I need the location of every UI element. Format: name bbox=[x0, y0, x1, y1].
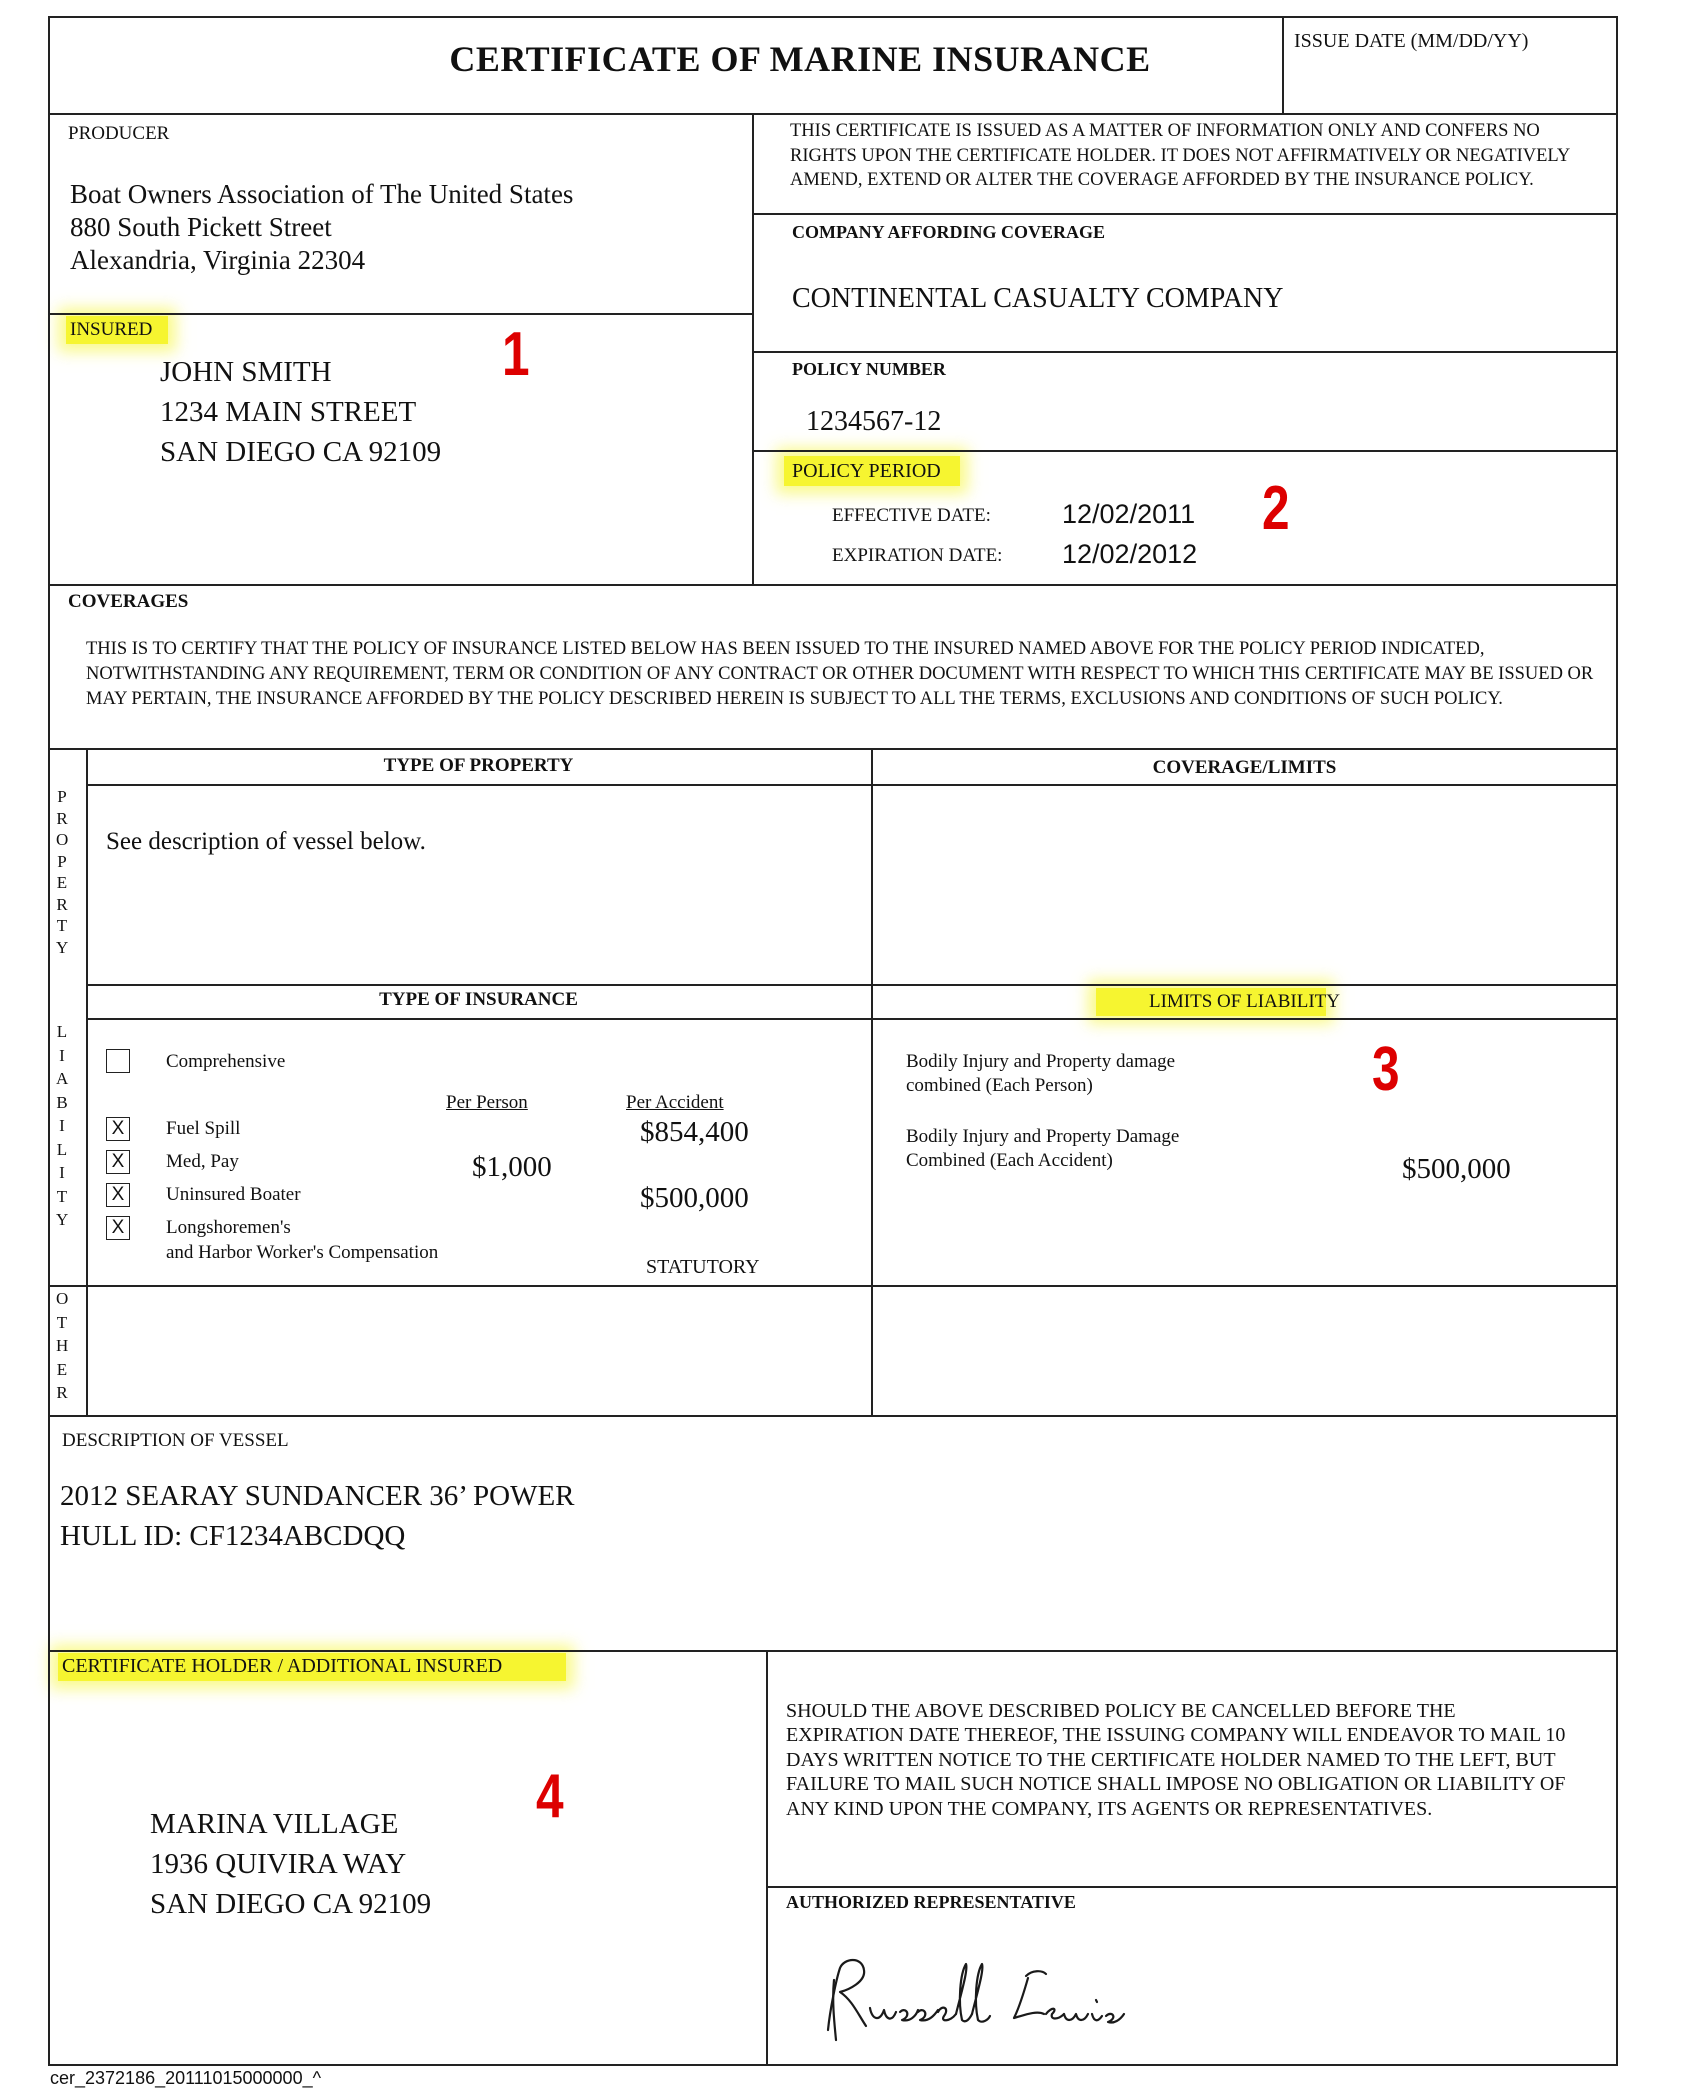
checkbox-fuel-spill[interactable]: X bbox=[106, 1117, 130, 1141]
authorized-representative-label: AUTHORIZED REPRESENTATIVE bbox=[786, 1892, 1076, 1912]
effective-date-label: EFFECTIVE DATE: bbox=[832, 505, 991, 526]
insured-label: INSURED bbox=[70, 319, 153, 340]
item-med-pay: Med, Pay bbox=[166, 1151, 239, 1172]
footer-document-code: cer_2372186_20111015000000_^ bbox=[50, 2068, 322, 2088]
other-side-label bbox=[52, 1287, 72, 1405]
marker-4: 4 bbox=[536, 1762, 564, 1831]
fuel-spill-per-accident: $854,400 bbox=[640, 1116, 749, 1148]
issue-date-label: ISSUE DATE (MM/DD/YY) bbox=[1294, 30, 1529, 52]
marker-1: 1 bbox=[502, 320, 530, 389]
limits-of-liability-header: LIMITS OF LIABILITY bbox=[1148, 991, 1341, 1012]
checkbox-comprehensive[interactable] bbox=[106, 1049, 130, 1073]
limit-each-accident-line2: Combined (Each Accident) bbox=[906, 1150, 1113, 1171]
coverages-label: COVERAGES bbox=[68, 591, 189, 612]
property-side-label bbox=[52, 786, 72, 958]
holder-line: 1936 QUIVIRA WAY bbox=[150, 1848, 407, 1880]
certificate-title: CERTIFICATE OF MARINE INSURANCE bbox=[449, 39, 1151, 79]
producer-label: PRODUCER bbox=[68, 123, 170, 144]
policy-number: 1234567-12 bbox=[806, 406, 942, 437]
signature bbox=[800, 1930, 1160, 2060]
marker-2: 2 bbox=[1262, 474, 1290, 543]
liability-side-label bbox=[52, 1020, 72, 1232]
producer-line: 880 South Pickett Street bbox=[70, 212, 332, 242]
checkbox-uninsured-boater[interactable]: X bbox=[106, 1183, 130, 1207]
statutory-text: STATUTORY bbox=[646, 1256, 760, 1278]
checkbox-med-pay[interactable]: X bbox=[106, 1150, 130, 1174]
cancellation-notice: SHOULD THE ABOVE DESCRIBED POLICY BE CANCELLED BEFORE THE EXPIRATION DATE THEREOF, THE ISSUING COMPANY WILL ENDEAVOR TO MAIL 10 DAYS WRITTEN NOTICE TO THE CERTIFICATE HOLDER NAMED TO THE LEFT, BUT FAILURE TO MAIL SUCH NOTICE SHALL IMPOSE NO OBLIGATION OR LIABILITY OF ANY KIND UPON THE COMPANY, ITS AGENTS OR REPRESENTATIVES. bbox=[786, 1700, 1566, 1820]
vessel-line: HULL ID: CF1234ABCDQQ bbox=[60, 1520, 406, 1552]
other-side-text: OTHER bbox=[56, 1289, 69, 1402]
coverages-text: THIS IS TO CERTIFY THAT THE POLICY OF INSURANCE LISTED BELOW HAS BEEN ISSUED TO THE INSURED NAMED ABOVE FOR THE POLICY PERIOD INDICATED, NOTWITHSTANDING ANY REQUIREMENT, TERM OR CONDITION OF ANY CONTRACT OR OTHER DOCUMENT WITH RESPECT TO WHICH THIS CERTIFICATE MAY BE ISSUED OR MAY PERTAIN, THE INSURANCE AFFORDED BY THE POLICY DESCRIBED HEREIN IS SUBJECT TO ALL THE TERMS, EXCLUSIONS AND CONDITIONS OF SUCH POLICY. bbox=[86, 639, 1594, 709]
insured-line: 1234 MAIN STREET bbox=[160, 396, 417, 428]
item-fuel-spill: Fuel Spill bbox=[166, 1118, 241, 1139]
property-description: See description of vessel below. bbox=[106, 828, 426, 855]
vessel-label: DESCRIPTION OF VESSEL bbox=[62, 1430, 289, 1451]
company-label: COMPANY AFFORDING COVERAGE bbox=[792, 222, 1105, 242]
vessel-line: 2012 SEARAY SUNDANCER 36’ POWER bbox=[60, 1480, 575, 1512]
type-of-property-header: TYPE OF PROPERTY bbox=[383, 755, 574, 776]
item-comprehensive: Comprehensive bbox=[166, 1051, 286, 1072]
insured-line: JOHN SMITH bbox=[160, 356, 332, 388]
property-side-text: PROPERTY bbox=[56, 787, 69, 957]
producer-line: Boat Owners Association of The United States bbox=[70, 179, 574, 209]
effective-date: 12/02/2011 bbox=[1062, 499, 1196, 529]
holder-line: MARINA VILLAGE bbox=[150, 1808, 399, 1840]
expiration-date-label: EXPIRATION DATE: bbox=[832, 545, 1003, 566]
limit-each-accident-line1: Bodily Injury and Property Damage bbox=[906, 1126, 1180, 1147]
item-longshoremen: Longshoremen's bbox=[166, 1217, 291, 1238]
per-person-label: Per Person bbox=[446, 1092, 528, 1113]
per-accident-label: Per Accident bbox=[626, 1092, 724, 1113]
coverage-limits-header: COVERAGE/LIMITS bbox=[1152, 757, 1337, 778]
certificate-holder-address bbox=[150, 1804, 431, 1924]
certificate-holder-label: CERTIFICATE HOLDER / ADDITIONAL INSURED bbox=[62, 1655, 503, 1677]
type-of-insurance-header: TYPE OF INSURANCE bbox=[379, 989, 578, 1010]
holder-line: SAN DIEGO CA 92109 bbox=[150, 1888, 432, 1920]
producer-line: Alexandria, Virginia 22304 bbox=[70, 245, 366, 275]
disclaimer-text: THIS CERTIFICATE IS ISSUED AS A MATTER OF INFORMATION ONLY AND CONFERS NO RIGHTS UPON THE CERTIFICATE HOLDER. IT DOES NOT AFFIRMATIVELY OR NEGATIVELY AMEND, EXTEND OR ALTER THE COVERAGE AFFORDED BY THE INSURANCE POLICY. bbox=[790, 121, 1570, 190]
item-uninsured-boater: Uninsured Boater bbox=[166, 1184, 301, 1205]
uninsured-per-accident: $500,000 bbox=[640, 1182, 749, 1214]
insured-line: SAN DIEGO CA 92109 bbox=[160, 436, 442, 468]
policy-number-label: POLICY NUMBER bbox=[792, 359, 946, 379]
vessel-description bbox=[60, 1476, 575, 1556]
company-name: CONTINENTAL CASUALTY COMPANY bbox=[792, 283, 1284, 314]
checkbox-longshoremen[interactable]: X bbox=[106, 1216, 130, 1240]
limit-each-accident-value: $500,000 bbox=[1402, 1153, 1511, 1185]
expiration-date: 12/02/2012 bbox=[1062, 539, 1198, 569]
limit-each-person-line2: combined (Each Person) bbox=[906, 1075, 1093, 1096]
limit-each-person-line1: Bodily Injury and Property damage bbox=[906, 1051, 1176, 1072]
per-person-value: $1,000 bbox=[472, 1151, 552, 1183]
policy-period-label: POLICY PERIOD bbox=[792, 460, 941, 482]
producer-address bbox=[70, 178, 573, 277]
insured-address bbox=[160, 352, 441, 472]
marker-3: 3 bbox=[1372, 1035, 1400, 1104]
liability-side-text: LIABILITY bbox=[56, 1022, 69, 1229]
item-longshoremen-line2: and Harbor Worker's Compensation bbox=[166, 1242, 439, 1263]
